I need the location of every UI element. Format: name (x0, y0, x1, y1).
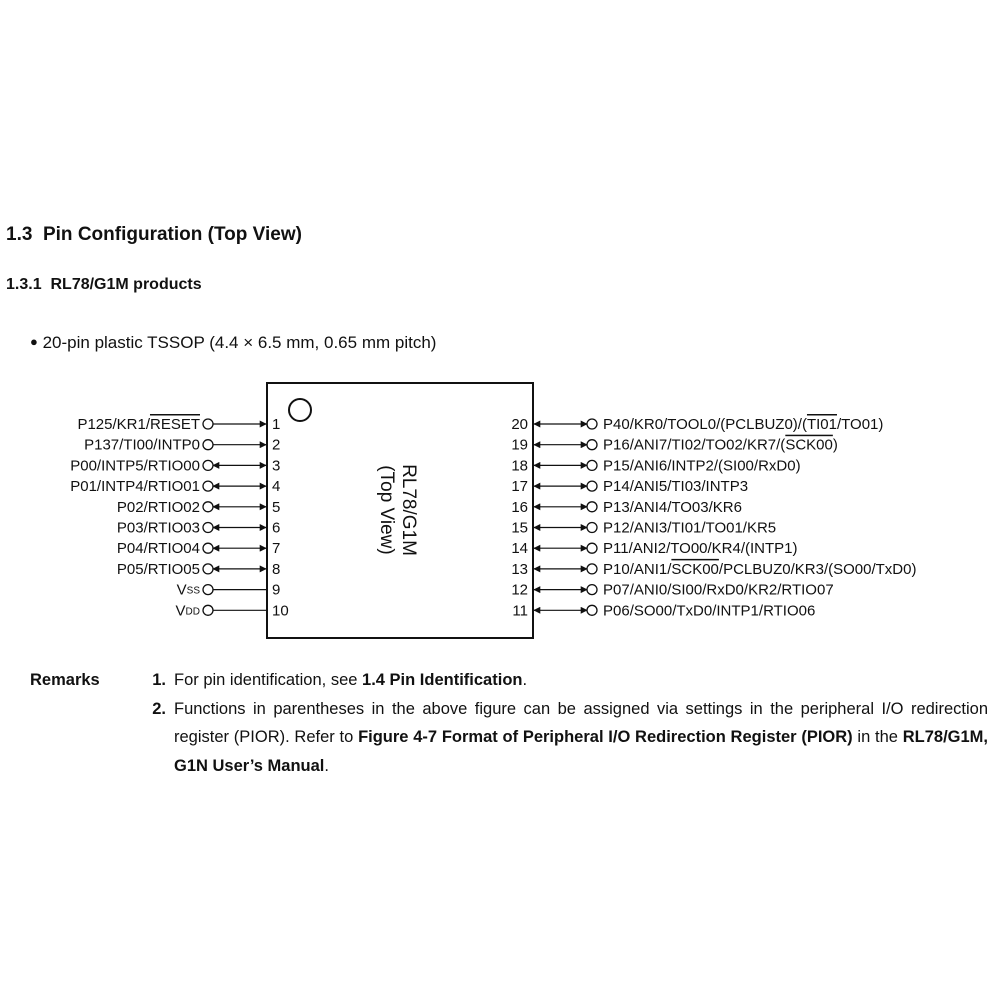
section-number: 1.3 (6, 224, 33, 245)
pin-left-7 (117, 540, 280, 557)
pin-left-10 (176, 602, 289, 619)
pin-number: 5 (272, 498, 281, 516)
remark-2 (30, 695, 994, 781)
pin-number: 1 (272, 415, 281, 433)
subsection-title: RL78/G1M products (50, 276, 202, 293)
pin-terminal-icon (203, 502, 213, 512)
package-text: 20-pin plastic TSSOP (4.4 × 6.5 mm, 0.65 mm pitch) (42, 333, 437, 352)
pin-right-12 (511, 582, 833, 599)
pin-terminal-icon (203, 419, 213, 429)
pin-left-3 (70, 457, 280, 474)
subsection-number: 1.3.1 (6, 276, 42, 293)
pin-terminal-icon (587, 460, 597, 470)
pin-left-6 (117, 519, 280, 536)
remark-text: Functions in parentheses in the above figure can be assigned via settings in the peripheral I/O redirection register (PIOR). Refer to Figure 4-7 Format of Peripheral I/O Redirection Register (PIOR) in the RL78/G1M, G1N User’s Manual. (174, 699, 988, 775)
pin-label: P137/TI00/INTP0 (84, 436, 200, 454)
pin-right-17 (511, 478, 748, 495)
pin-terminal-icon (587, 564, 597, 574)
pin-terminal-icon (203, 543, 213, 553)
pin-number: 17 (511, 478, 528, 496)
pin-left-2 (84, 437, 280, 454)
remarks (30, 666, 994, 780)
pin-number: 8 (272, 560, 281, 578)
remark-1 (30, 666, 994, 695)
pin-number: 3 (272, 457, 281, 475)
pin-label: P40/KR0/TOOL0/(PCLBUZ0)/(TI01/TO01) (603, 415, 884, 433)
pin-terminal-icon (587, 502, 597, 512)
pin-terminal-icon (203, 481, 213, 491)
bullet-icon: ● (30, 334, 38, 349)
pin-terminal-icon (203, 564, 213, 574)
pin-right-19 (511, 437, 838, 454)
pin-terminal-icon (587, 605, 597, 615)
pin-left-8 (117, 561, 280, 578)
pin-number: 2 (272, 436, 281, 454)
pin-number: 20 (511, 415, 528, 433)
pin-number: 6 (272, 519, 281, 537)
pin-terminal-icon (587, 523, 597, 533)
pin-label: P02/RTIO02 (116, 498, 200, 516)
pin-left-4 (70, 478, 280, 495)
pin-label: P07/ANI0/SI00/RxD0/KR2/RTIO07 (603, 581, 834, 599)
pin-right-11 (512, 602, 815, 619)
pin-label: P04/RTIO04 (116, 540, 200, 558)
pin-terminal-icon (587, 440, 597, 450)
pin-terminal-icon (203, 585, 213, 595)
pin-label: P06/SO00/TxD0/INTP1/RTIO06 (603, 602, 816, 620)
pin-label: VSS (176, 581, 200, 599)
manual-reference: RL78/G1M, G1N User’s Manual (174, 728, 988, 775)
pin-number: 10 (272, 602, 289, 620)
pin-number: 12 (511, 581, 528, 599)
pin-label: P00/INTP5/RTIO00 (70, 457, 200, 475)
pin-terminal-icon (587, 585, 597, 595)
pin-number: 16 (511, 498, 528, 516)
section-title: Pin Configuration (Top View) (42, 224, 302, 245)
pin-label: P125/KR1/RESET (77, 415, 200, 433)
pin-left-5 (117, 499, 280, 516)
remark-number: 1. (152, 671, 166, 689)
pin-right-20 (511, 416, 883, 433)
pin-terminal-icon (203, 440, 213, 450)
pin-terminal-icon (203, 460, 213, 470)
pin-terminal-icon (587, 419, 597, 429)
pin-label: P16/ANI7/TI02/TO02/KR7/(SCK00) (603, 436, 838, 454)
pin-label: P01/INTP4/RTIO01 (70, 478, 200, 496)
pin-label: P14/ANI5/TI03/INTP3 (603, 478, 749, 496)
pin-left-9 (177, 582, 281, 599)
pin-left-1 (77, 416, 280, 433)
pin-terminal-icon (587, 543, 597, 553)
pin-number: 13 (511, 560, 528, 578)
figure-reference: Figure 4-7 Format of Peripheral I/O Redirection Register (PIOR) (358, 728, 853, 746)
remark-text: For pin identification, see 1.4 Pin Identification. (174, 671, 528, 689)
pin-right-15 (511, 519, 776, 536)
pin-number: 7 (272, 540, 281, 558)
pin-terminal-icon (587, 481, 597, 491)
pin-terminal-icon (203, 605, 213, 615)
pin-label: P15/ANI6/INTP2/(SI00/RxD0) (603, 457, 801, 475)
pin-label: P10/ANI1/SCK00/PCLBUZ0/KR3/(SO00/TxD0) (603, 560, 917, 578)
pin-label: P12/ANI3/TI01/TO01/KR5 (603, 519, 777, 537)
remark-link: 1.4 Pin Identification (362, 671, 523, 689)
pin-label: P11/ANI2/TO00/KR4/(INTP1) (603, 540, 798, 558)
pin-right-18 (511, 457, 800, 474)
pin-number: 15 (511, 519, 528, 537)
chip-name: RL78/G1M (398, 464, 419, 556)
remark-number: 2. (152, 699, 166, 718)
pin-label: P05/RTIO05 (116, 560, 200, 578)
remarks-title: Remarks (30, 671, 100, 689)
pin-label: P13/ANI4/TO03/KR6 (603, 498, 742, 516)
pin-number: 9 (272, 581, 281, 599)
pin-number: 18 (511, 457, 528, 475)
pin-number: 14 (511, 540, 528, 558)
pin1-marker-icon (289, 399, 311, 421)
pin-right-16 (511, 499, 742, 516)
pin-number: 19 (511, 436, 528, 454)
pin-terminal-icon (203, 523, 213, 533)
pin-number: 11 (512, 602, 528, 620)
chip-view: (Top View) (376, 465, 397, 555)
pin-right-14 (511, 540, 797, 557)
pin-label: VDD (175, 602, 200, 620)
pin-number: 4 (272, 478, 281, 496)
chip-label (376, 464, 419, 556)
pin-label: P03/RTIO03 (116, 519, 200, 537)
pin-right-13 (511, 561, 916, 578)
